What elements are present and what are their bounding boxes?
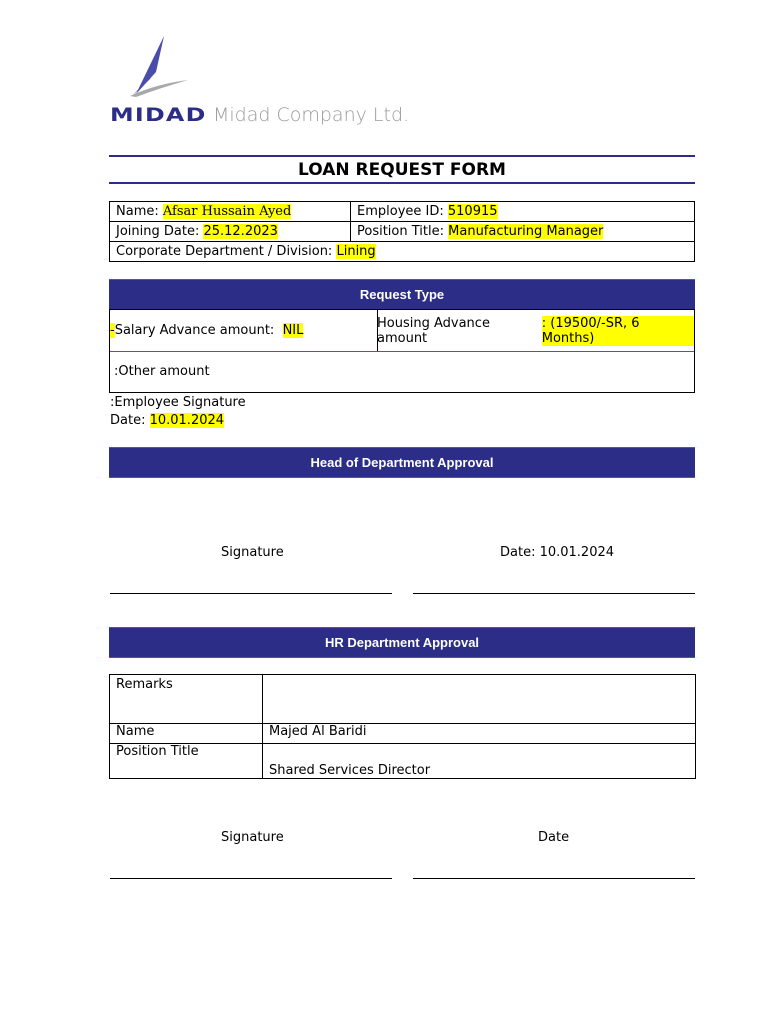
request-date: [110, 413, 224, 428]
company-name: Midad Company Ltd.: [213, 104, 410, 126]
request-type-header: Request Type: [109, 279, 695, 310]
salary-advance-cell: [110, 310, 378, 352]
employee-id-label: Employee ID:: [357, 204, 444, 219]
name-value: Afsar Hussain Ayed: [162, 204, 292, 219]
hr-signature-line: [110, 878, 392, 879]
other-amount-label: :Other amount: [114, 364, 210, 379]
joining-date-value: 25.12.2023: [203, 224, 278, 239]
hr-approval-header: HR Department Approval: [109, 627, 695, 658]
remarks-label: Remarks: [110, 675, 263, 724]
request-date-label: Date:: [110, 413, 146, 428]
hr-signature-label: Signature: [221, 830, 284, 845]
department-cell: [110, 242, 695, 262]
department-value: Lining: [336, 244, 376, 259]
position-cell: [351, 222, 695, 242]
hr-position-label: Position Title: [110, 744, 263, 779]
salary-marker: -: [110, 323, 115, 338]
employee-signature-label: :Employee Signature: [110, 395, 246, 410]
request-date-value: 10.01.2024: [149, 413, 225, 428]
position-value: Manufacturing Manager: [448, 224, 604, 239]
name-label: Name:: [116, 204, 159, 219]
employee-id-cell: [351, 202, 695, 222]
employee-info-table: [109, 201, 695, 262]
hr-approval-table: [109, 674, 696, 779]
salary-advance-value: NIL: [282, 323, 304, 338]
request-type-box: [109, 309, 695, 393]
hr-position-value: Shared Services Director: [263, 744, 696, 779]
housing-advance-cell: [377, 310, 694, 352]
hr-name-label: Name: [110, 724, 263, 744]
housing-advance-label: Housing Advance amount: [377, 315, 490, 346]
hr-date-label: Date: [538, 830, 570, 845]
hr-name-value: Majed Al Baridi: [263, 724, 696, 744]
joining-date-cell: [110, 222, 351, 242]
brand-wordmark: MIDAD: [110, 104, 207, 126]
title-top-rule: [109, 155, 695, 157]
joining-date-label: Joining Date:: [116, 224, 200, 239]
hod-signature-label: Signature: [221, 545, 284, 560]
remarks-value: [263, 675, 696, 724]
hod-signature-line: [110, 593, 392, 594]
position-label: Position Title:: [357, 224, 444, 239]
form-title: LOAN REQUEST FORM: [298, 160, 506, 180]
midad-logo-icon: [106, 34, 196, 102]
employee-id-value: 510915: [447, 204, 498, 219]
salary-advance-label: Salary Advance amount:: [114, 323, 275, 338]
name-cell: [110, 202, 351, 222]
department-label: Corporate Department / Division:: [116, 244, 333, 259]
hr-date-line: [413, 878, 695, 879]
hod-approval-header: Head of Department Approval: [109, 447, 695, 478]
housing-advance-value: : (19500/-SR, 6 Months): [542, 316, 694, 346]
title-bottom-rule: [109, 182, 695, 184]
hod-date-label: Date: 10.01.2024: [500, 545, 615, 560]
hod-date-line: [413, 593, 695, 594]
